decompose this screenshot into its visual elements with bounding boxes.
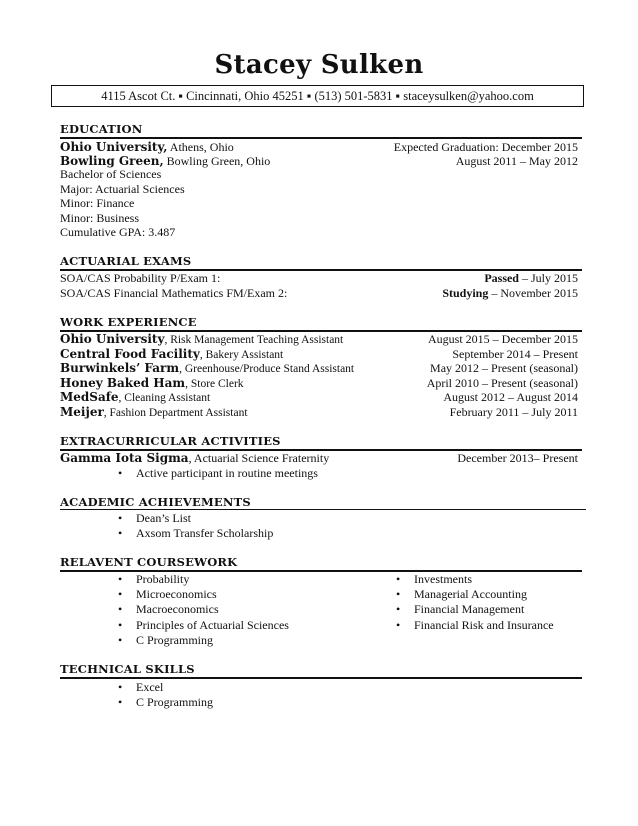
job-entry	[60, 405, 248, 420]
education-school-row	[60, 140, 578, 155]
job-employer: Honey Baked Ham	[60, 376, 186, 390]
skills-heading: TECHNICAL SKILLS	[60, 662, 195, 676]
education-heading: EDUCATION	[60, 122, 143, 136]
school-name: Bowling Green,	[60, 154, 164, 168]
achievements-divider	[60, 509, 586, 510]
bullet-marker: •	[118, 572, 123, 586]
activity-desc: , Actuarial Science Fraternity	[188, 451, 330, 465]
job-role: , Greenhouse/Produce Stand Assistant	[179, 363, 355, 375]
skills-divider	[60, 677, 582, 679]
job-employer: MedSafe	[60, 390, 119, 404]
degree-detail: Major: Actuarial Sciences	[60, 182, 185, 196]
course-item: Macroeconomics	[136, 602, 219, 616]
job-row	[60, 376, 578, 391]
activity-row	[60, 451, 578, 466]
course-item: Financial Management	[414, 602, 525, 616]
job-dates: August 2015 – December 2015	[428, 332, 578, 346]
bullet-marker: •	[118, 695, 123, 709]
exam-date: – November 2015	[488, 286, 578, 300]
school-dates: August 2011 – May 2012	[455, 154, 578, 168]
exam-label: SOA/CAS Financial Mathematics FM/Exam 2:	[60, 286, 288, 300]
exam-status-group	[484, 271, 578, 286]
achievements-heading: ACADEMIC ACHIEVEMENTS	[60, 495, 251, 509]
exam-label: SOA/CAS Probability P/Exam 1:	[60, 271, 221, 285]
school-dates: Expected Graduation: December 2015	[393, 140, 578, 154]
applicant-name: Stacey Sulken	[214, 50, 424, 80]
course-item: Principles of Actuarial Sciences	[136, 618, 289, 632]
bullet-marker: •	[118, 680, 123, 694]
job-employer: Ohio University	[60, 332, 165, 346]
activity-dates: December 2013– Present	[457, 451, 578, 465]
job-role: , Risk Management Teaching Assistant	[164, 334, 344, 346]
job-dates: February 2011 – July 2011	[449, 405, 578, 419]
exam-date: – July 2015	[518, 271, 578, 285]
job-employer: Central Food Facility	[60, 347, 200, 361]
coursework-heading: RELAVENT COURSEWORK	[60, 555, 238, 569]
bullet-marker: •	[396, 602, 401, 616]
bullet-marker: •	[396, 618, 401, 632]
bullet-marker: •	[118, 602, 123, 616]
job-role: , Fashion Department Assistant	[103, 407, 248, 419]
course-item: C Programming	[136, 633, 213, 647]
bullet-marker: •	[396, 572, 401, 586]
course-item: Microeconomics	[136, 587, 217, 601]
activity-bullet: Active participant in routine meetings	[136, 466, 318, 480]
job-entry	[60, 361, 354, 376]
bullet-marker: •	[118, 526, 123, 540]
work-heading: WORK EXPERIENCE	[60, 315, 197, 329]
school-entry	[60, 140, 234, 155]
job-role: , Cleaning Assistant	[118, 392, 211, 404]
degree-detail: Minor: Business	[60, 211, 140, 225]
activity-org: Gamma Iota Sigma	[60, 451, 189, 465]
job-entry	[60, 390, 210, 405]
job-dates: September 2014 – Present	[452, 347, 578, 361]
skill-item: Excel	[136, 680, 164, 694]
school-place: Bowling Green, Ohio	[163, 154, 271, 168]
course-item: Probability	[136, 572, 190, 586]
exam-status: Studying	[442, 286, 489, 300]
exam-row	[60, 286, 578, 301]
school-name: Ohio University,	[60, 140, 168, 154]
activity-entry	[60, 451, 329, 466]
exam-row	[60, 271, 578, 286]
achievement-item: Dean’s List	[136, 511, 191, 525]
job-row	[60, 332, 578, 347]
bullet-marker: •	[118, 618, 123, 632]
achievement-item: Axsom Transfer Scholarship	[136, 526, 274, 540]
job-entry	[60, 376, 244, 391]
bullet-marker: •	[118, 587, 123, 601]
job-dates: August 2012 – August 2014	[443, 390, 578, 404]
job-role: , Store Clerk	[185, 378, 244, 390]
course-item: Managerial Accounting	[414, 587, 527, 601]
bullet-marker: •	[118, 633, 123, 647]
skill-item: C Programming	[136, 695, 213, 709]
job-dates: May 2012 – Present (seasonal)	[430, 361, 578, 375]
exam-status-group	[442, 286, 578, 301]
course-item: Investments	[414, 572, 472, 586]
job-role: , Bakery Assistant	[199, 349, 284, 361]
degree-detail: Cumulative GPA: 3.487	[60, 225, 176, 239]
job-row	[60, 347, 578, 362]
job-row	[60, 390, 578, 405]
job-row	[60, 361, 578, 376]
bullet-marker: •	[396, 587, 401, 601]
extracurricular-heading: EXTRACURRICULAR ACTIVITIES	[60, 434, 281, 448]
degree-detail: Minor: Finance	[60, 196, 135, 210]
degree-detail: Bachelor of Sciences	[60, 167, 162, 181]
school-place: Athens, Ohio	[167, 140, 234, 154]
exams-heading: ACTUARIAL EXAMS	[60, 254, 192, 268]
course-item: Financial Risk and Insurance	[414, 618, 554, 632]
exam-status: Passed	[484, 271, 519, 285]
education-divider	[60, 137, 582, 139]
bullet-marker: •	[118, 511, 123, 525]
contact-info: 4115 Ascot Ct. ▪ Cincinnati, Ohio 45251 ▪ (513) 501-5831 ▪ staceysulken@yahoo.com	[51, 85, 584, 107]
job-entry	[60, 332, 343, 347]
job-dates: April 2010 – Present (seasonal)	[426, 376, 578, 390]
bullet-marker: •	[118, 466, 123, 480]
job-entry	[60, 347, 283, 362]
job-employer: Burwinkels’ Farm	[60, 361, 180, 375]
job-row	[60, 405, 578, 420]
job-employer: Meijer	[60, 405, 104, 419]
